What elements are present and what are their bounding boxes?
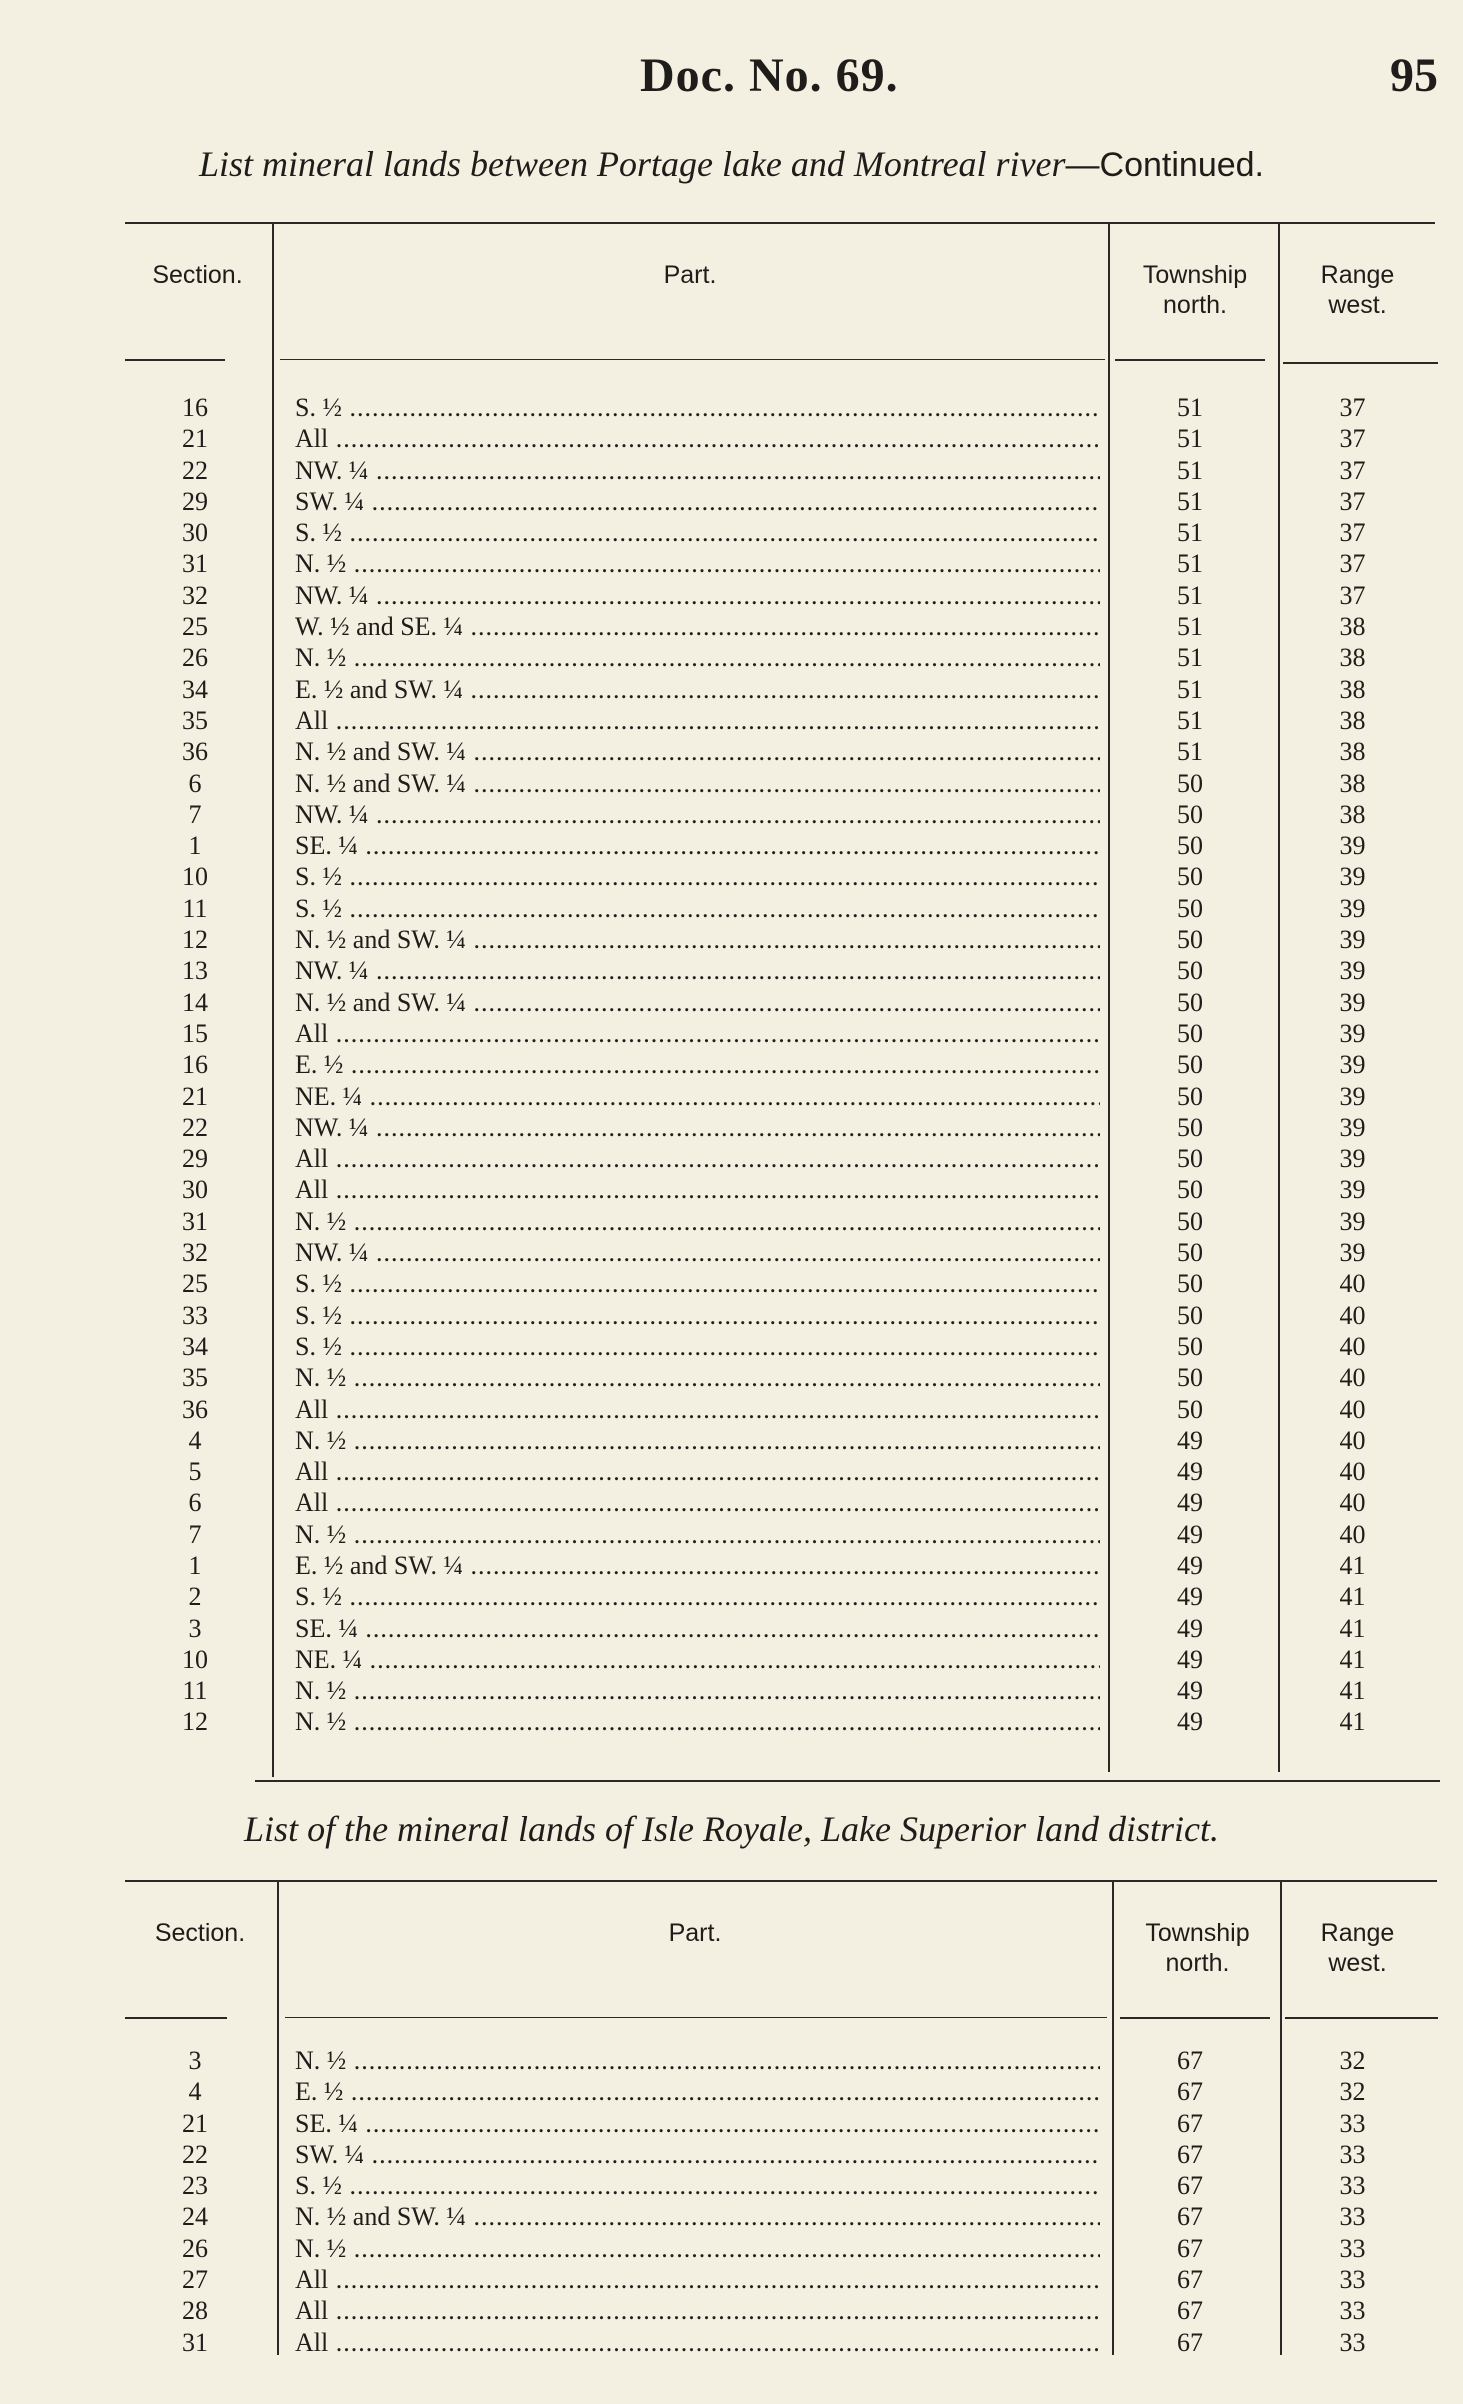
part-cell: S. ½ .....: [295, 1268, 1100, 1299]
township-cell: 51: [1177, 643, 1203, 673]
part-cell: S. ½ .....: [295, 392, 1100, 423]
township-cell: 49: [1177, 1488, 1203, 1518]
table2: [125, 1880, 1440, 2360]
section-cell: 7: [188, 1519, 202, 1549]
part-cell: SW. ¼ .....: [295, 486, 1100, 517]
part-cell: SE. ¼ .....: [295, 830, 1100, 861]
part-cell: E. ½ and SW. ¼ .....: [295, 1550, 1100, 1581]
part-cell: NW. ¼ .....: [295, 1112, 1100, 1143]
part-cell: S. ½ .....: [295, 893, 1100, 924]
part-cell: N. ½ .....: [295, 2233, 1100, 2264]
table-row: [125, 1331, 1440, 1362]
table1-body: [125, 392, 1440, 1738]
range-cell: 41: [1339, 1676, 1366, 1706]
range-cell: 40: [1339, 1331, 1366, 1361]
township-cell: 49: [1177, 1425, 1203, 1455]
part-cell: SW. ¼ .....: [295, 2139, 1100, 2170]
table1-header-section: Section.: [152, 261, 243, 289]
range-cell: 39: [1339, 1081, 1366, 1111]
table1-header-rule: [1115, 359, 1265, 361]
table-row: [125, 392, 1440, 423]
range-cell: 41: [1339, 1550, 1366, 1580]
section-cell: 16: [182, 1050, 208, 1080]
township-cell: 67: [1177, 2046, 1203, 2075]
part-cell: All .....: [295, 705, 1100, 736]
section-cell: 2: [188, 1582, 202, 1612]
page-number: 95: [1390, 49, 1438, 102]
table2-header-rule: [125, 2017, 227, 2019]
table-row: [125, 1644, 1440, 1675]
section-cell: 21: [182, 2108, 208, 2138]
section-cell: 7: [188, 799, 202, 829]
part-cell: N. ½ .....: [295, 1362, 1100, 1393]
part-cell: S. ½ .....: [295, 1581, 1100, 1612]
table-row: [125, 1112, 1440, 1143]
range-cell: 33: [1339, 2139, 1366, 2169]
table1-header-part: Part.: [663, 261, 717, 289]
table-row: [125, 830, 1440, 861]
township-cell: 51: [1177, 518, 1203, 548]
table-row: [125, 1268, 1440, 1299]
range-cell: 33: [1339, 2171, 1366, 2201]
table1-header-rule: [280, 359, 1105, 360]
range-cell: 38: [1339, 612, 1366, 642]
part-cell: All .....: [295, 1487, 1100, 1518]
township-cell: 67: [1177, 2233, 1203, 2263]
section-cell: 30: [182, 1175, 208, 1205]
table-row: [125, 1487, 1440, 1518]
township-cell: 49: [1177, 1644, 1203, 1674]
part-cell: NE. ¼ .....: [295, 1081, 1100, 1112]
section-cell: 22: [182, 1112, 208, 1142]
township-cell: 50: [1177, 799, 1203, 829]
township-cell: 51: [1177, 549, 1203, 579]
section-cell: 31: [182, 2327, 208, 2357]
range-cell: 37: [1339, 455, 1366, 485]
table-row: [125, 1519, 1440, 1550]
part-cell: E. ½ .....: [295, 2076, 1100, 2107]
range-cell: 33: [1339, 2327, 1366, 2357]
township-cell: 50: [1177, 1050, 1203, 1080]
township-cell: 50: [1177, 1331, 1203, 1361]
table-row: [125, 768, 1440, 799]
section-cell: 23: [182, 2171, 208, 2201]
part-cell: All .....: [295, 2327, 1100, 2358]
section-cell: 34: [182, 674, 208, 704]
table-row: [125, 1174, 1440, 1205]
range-cell: 38: [1339, 674, 1366, 704]
table-row: [125, 1206, 1440, 1237]
range-cell: 37: [1339, 486, 1366, 516]
part-cell: NW. ¼ .....: [295, 1237, 1100, 1268]
township-cell: 49: [1177, 1613, 1203, 1643]
part-cell: W. ½ and SE. ¼ .....: [295, 611, 1100, 642]
table2-header-section: Section.: [154, 1919, 246, 1947]
table1-header-range: Range west.: [1320, 261, 1395, 319]
section-cell: 29: [182, 1144, 208, 1174]
township-cell: 50: [1177, 768, 1203, 798]
table1-caption-italic: List mineral lands between Portage lake and Montreal river: [198, 144, 1066, 184]
part-cell: N. ½ .....: [295, 1206, 1100, 1237]
table-row: [125, 455, 1440, 486]
section-cell: 1: [188, 1550, 202, 1580]
section-cell: 4: [188, 2077, 202, 2107]
township-cell: 49: [1177, 1457, 1203, 1487]
section-cell: 21: [182, 424, 208, 454]
range-cell: 37: [1339, 580, 1366, 610]
table-row: [125, 736, 1440, 767]
part-cell: N. ½ .....: [295, 1706, 1100, 1737]
section-cell: 22: [182, 2139, 208, 2169]
section-cell: 16: [182, 393, 208, 422]
table-row: [125, 1550, 1440, 1581]
range-cell: 40: [1339, 1488, 1366, 1518]
table-row: [125, 517, 1440, 548]
part-cell: NE. ¼ .....: [295, 1644, 1100, 1675]
range-cell: 40: [1339, 1457, 1366, 1487]
table-row: [125, 2170, 1440, 2201]
section-cell: 26: [182, 2233, 208, 2263]
table-row: [125, 1300, 1440, 1331]
township-cell: 67: [1177, 2139, 1203, 2169]
table-row: [125, 580, 1440, 611]
township-cell: 50: [1177, 1269, 1203, 1299]
part-cell: All .....: [295, 423, 1100, 454]
range-cell: 39: [1339, 831, 1366, 861]
range-cell: 39: [1339, 1144, 1366, 1174]
township-cell: 50: [1177, 862, 1203, 892]
section-cell: 25: [182, 1269, 208, 1299]
table-row: [125, 1362, 1440, 1393]
township-cell: 50: [1177, 1394, 1203, 1424]
part-cell: All .....: [295, 1174, 1100, 1205]
range-cell: 37: [1339, 518, 1366, 548]
section-cell: 4: [188, 1425, 202, 1455]
township-cell: 51: [1177, 455, 1203, 485]
range-cell: 38: [1339, 768, 1366, 798]
table-row: [125, 2139, 1440, 2170]
section-cell: 22: [182, 455, 208, 485]
range-cell: 39: [1339, 1206, 1366, 1236]
part-cell: N. ½ .....: [295, 642, 1100, 673]
township-cell: 51: [1177, 486, 1203, 516]
range-cell: 41: [1339, 1707, 1366, 1737]
part-cell: N. ½ and SW. ¼ .....: [295, 2201, 1100, 2232]
township-cell: 51: [1177, 674, 1203, 704]
township-cell: 51: [1177, 424, 1203, 454]
range-cell: 39: [1339, 1112, 1366, 1142]
township-cell: 67: [1177, 2202, 1203, 2232]
table-row: [125, 2233, 1440, 2264]
table1-header-township: Township north.: [1142, 261, 1248, 319]
table2-header-rule: [1120, 2017, 1270, 2019]
table2-header-part: Part.: [668, 1919, 722, 1947]
part-cell: N. ½ .....: [295, 548, 1100, 579]
part-cell: All .....: [295, 2295, 1100, 2326]
township-cell: 50: [1177, 1175, 1203, 1205]
table-row: [125, 1581, 1440, 1612]
part-cell: All .....: [295, 1018, 1100, 1049]
township-cell: 50: [1177, 1206, 1203, 1236]
section-cell: 34: [182, 1331, 208, 1361]
range-cell: 39: [1339, 1018, 1366, 1048]
section-cell: 36: [182, 737, 208, 767]
section-cell: 30: [182, 518, 208, 548]
section-cell: 11: [182, 893, 208, 923]
table-row: [125, 2076, 1440, 2107]
section-cell: 6: [188, 768, 202, 798]
table-row: [125, 2264, 1440, 2295]
township-cell: 50: [1177, 987, 1203, 1017]
table-row: [125, 1613, 1440, 1644]
township-cell: 49: [1177, 1582, 1203, 1612]
township-cell: 50: [1177, 1144, 1203, 1174]
range-cell: 40: [1339, 1519, 1366, 1549]
table2-body: [125, 2045, 1440, 2358]
table-row: [125, 548, 1440, 579]
section-cell: 35: [182, 705, 208, 735]
part-cell: SE. ¼ .....: [295, 1613, 1100, 1644]
section-cell: 13: [182, 956, 208, 986]
part-cell: N. ½ .....: [295, 2045, 1100, 2076]
table2-header-rule: [285, 2017, 1107, 2018]
range-cell: 38: [1339, 737, 1366, 767]
section-cell: 29: [182, 486, 208, 516]
township-cell: 50: [1177, 831, 1203, 861]
township-cell: 50: [1177, 1238, 1203, 1268]
section-cell: 10: [182, 1644, 208, 1674]
table-row: [125, 705, 1440, 736]
range-cell: 39: [1339, 1238, 1366, 1268]
table2-header-range: Range west.: [1320, 1919, 1395, 1977]
part-cell: E. ½ and SW. ¼ .....: [295, 674, 1100, 705]
range-cell: 38: [1339, 643, 1366, 673]
section-cell: 21: [182, 1081, 208, 1111]
range-cell: 40: [1339, 1363, 1366, 1393]
table-row: [125, 1394, 1440, 1425]
part-cell: NW. ¼ .....: [295, 455, 1100, 486]
table-row: [125, 2045, 1440, 2076]
township-cell: 51: [1177, 580, 1203, 610]
township-cell: 50: [1177, 1363, 1203, 1393]
part-cell: NW. ¼ .....: [295, 799, 1100, 830]
section-cell: 5: [188, 1457, 202, 1487]
part-cell: N. ½ .....: [295, 1425, 1100, 1456]
part-cell: S. ½ .....: [295, 861, 1100, 892]
table-row: [125, 1049, 1440, 1080]
range-cell: 33: [1339, 2265, 1366, 2295]
township-cell: 51: [1177, 705, 1203, 735]
part-cell: All .....: [295, 1143, 1100, 1174]
part-cell: E. ½ .....: [295, 1049, 1100, 1080]
table2-header-township: Township north.: [1145, 1919, 1250, 1977]
table1-top-rule: [125, 222, 1435, 224]
part-cell: SE. ¼ .....: [295, 2108, 1100, 2139]
part-cell: S. ½ .....: [295, 1331, 1100, 1362]
section-cell: 31: [182, 1206, 208, 1236]
table2-caption: [0, 1808, 1463, 1850]
section-cell: 3: [188, 2046, 202, 2075]
section-cell: 33: [182, 1300, 208, 1330]
section-cell: 24: [182, 2202, 208, 2232]
section-cell: 15: [182, 1018, 208, 1048]
range-cell: 41: [1339, 1582, 1366, 1612]
table2-header-rule: [1285, 2017, 1438, 2019]
table-row: [125, 955, 1440, 986]
range-cell: 32: [1339, 2046, 1366, 2075]
section-cell: 11: [182, 1676, 208, 1706]
township-cell: 50: [1177, 893, 1203, 923]
table-row: [125, 1675, 1440, 1706]
township-cell: 50: [1177, 956, 1203, 986]
table2-top-rule: [125, 1880, 1437, 1882]
range-cell: 38: [1339, 799, 1366, 829]
township-cell: 51: [1177, 612, 1203, 642]
section-cell: 3: [188, 1613, 202, 1643]
range-cell: 33: [1339, 2233, 1366, 2263]
section-cell: 27: [182, 2265, 208, 2295]
table1-header-rule: [125, 359, 225, 361]
range-cell: 41: [1339, 1644, 1366, 1674]
section-cell: 6: [188, 1488, 202, 1518]
table-row: [125, 1018, 1440, 1049]
range-cell: 33: [1339, 2296, 1366, 2326]
range-cell: 32: [1339, 2077, 1366, 2107]
township-cell: 67: [1177, 2327, 1203, 2357]
part-cell: S. ½ .....: [295, 517, 1100, 548]
part-cell: S. ½ .....: [295, 2170, 1100, 2201]
range-cell: 37: [1339, 393, 1366, 422]
part-cell: N. ½ and SW. ¼ .....: [295, 736, 1100, 767]
part-cell: S. ½ .....: [295, 1300, 1100, 1331]
table-row: [125, 1081, 1440, 1112]
township-cell: 67: [1177, 2265, 1203, 2295]
township-cell: 67: [1177, 2171, 1203, 2201]
section-cell: 28: [182, 2296, 208, 2326]
section-cell: 1: [188, 831, 202, 861]
part-cell: N. ½ and SW. ¼ .....: [295, 924, 1100, 955]
table-row: [125, 486, 1440, 517]
table-row: [125, 1456, 1440, 1487]
table2-caption-italic: List of the mineral lands of Isle Royale, Lake Superior land district.: [244, 1809, 1219, 1849]
section-cell: 14: [182, 987, 208, 1017]
section-cell: 12: [182, 925, 208, 955]
range-cell: 39: [1339, 925, 1366, 955]
range-cell: 41: [1339, 1613, 1366, 1643]
section-cell: 31: [182, 549, 208, 579]
range-cell: 39: [1339, 862, 1366, 892]
range-cell: 40: [1339, 1300, 1366, 1330]
table-row: [125, 611, 1440, 642]
township-cell: 67: [1177, 2296, 1203, 2326]
township-cell: 50: [1177, 1300, 1203, 1330]
part-cell: N. ½ .....: [295, 1519, 1100, 1550]
range-cell: 39: [1339, 1175, 1366, 1205]
part-cell: NW. ¼ .....: [295, 955, 1100, 986]
township-cell: 49: [1177, 1707, 1203, 1737]
section-cell: 12: [182, 1707, 208, 1737]
part-cell: N. ½ and SW. ¼ .....: [295, 987, 1100, 1018]
table-row: [125, 1425, 1440, 1456]
part-cell: All .....: [295, 2264, 1100, 2295]
range-cell: 33: [1339, 2202, 1366, 2232]
range-cell: 40: [1339, 1425, 1366, 1455]
township-cell: 50: [1177, 1018, 1203, 1048]
table-row: [125, 2108, 1440, 2139]
table1-caption: [0, 143, 1463, 185]
document-title: Doc. No. 69.: [640, 49, 899, 102]
range-cell: 40: [1339, 1394, 1366, 1424]
section-cell: 26: [182, 643, 208, 673]
range-cell: 37: [1339, 424, 1366, 454]
section-cell: 32: [182, 580, 208, 610]
township-cell: 49: [1177, 1550, 1203, 1580]
part-cell: N. ½ .....: [295, 1675, 1100, 1706]
township-cell: 67: [1177, 2108, 1203, 2138]
table-row: [125, 2327, 1440, 2358]
part-cell: All .....: [295, 1394, 1100, 1425]
running-head: [0, 48, 1463, 108]
range-cell: 40: [1339, 1269, 1366, 1299]
section-cell: 35: [182, 1363, 208, 1393]
range-cell: 38: [1339, 705, 1366, 735]
table-row: [125, 1237, 1440, 1268]
table1-header-rule: [1283, 362, 1438, 364]
table-row: [125, 987, 1440, 1018]
township-cell: 50: [1177, 925, 1203, 955]
part-cell: All .....: [295, 1456, 1100, 1487]
part-cell: N. ½ and SW. ¼ .....: [295, 768, 1100, 799]
table-row: [125, 1706, 1440, 1737]
section-cell: 10: [182, 862, 208, 892]
township-cell: 49: [1177, 1519, 1203, 1549]
township-cell: 67: [1177, 2077, 1203, 2107]
township-cell: 49: [1177, 1676, 1203, 1706]
range-cell: 37: [1339, 549, 1366, 579]
township-cell: 50: [1177, 1081, 1203, 1111]
township-cell: 50: [1177, 1112, 1203, 1142]
table-row: [125, 423, 1440, 454]
table-row: [125, 924, 1440, 955]
part-cell: NW. ¼ .....: [295, 580, 1100, 611]
range-cell: 33: [1339, 2108, 1366, 2138]
section-cell: 25: [182, 612, 208, 642]
section-cell: 36: [182, 1394, 208, 1424]
table-row: [125, 2201, 1440, 2232]
range-cell: 39: [1339, 987, 1366, 1017]
table-row: [125, 893, 1440, 924]
township-cell: 51: [1177, 737, 1203, 767]
table-row: [125, 799, 1440, 830]
table1-bottom-rule: [255, 1780, 1440, 1782]
table-row: [125, 1143, 1440, 1174]
table-row: [125, 2295, 1440, 2326]
range-cell: 39: [1339, 956, 1366, 986]
table-row: [125, 674, 1440, 705]
section-cell: 32: [182, 1238, 208, 1268]
table1: [125, 222, 1440, 1782]
township-cell: 51: [1177, 393, 1203, 422]
table1-caption-continued: —Continued.: [1065, 146, 1265, 184]
range-cell: 39: [1339, 1050, 1366, 1080]
range-cell: 39: [1339, 893, 1366, 923]
table-row: [125, 861, 1440, 892]
table-row: [125, 642, 1440, 673]
